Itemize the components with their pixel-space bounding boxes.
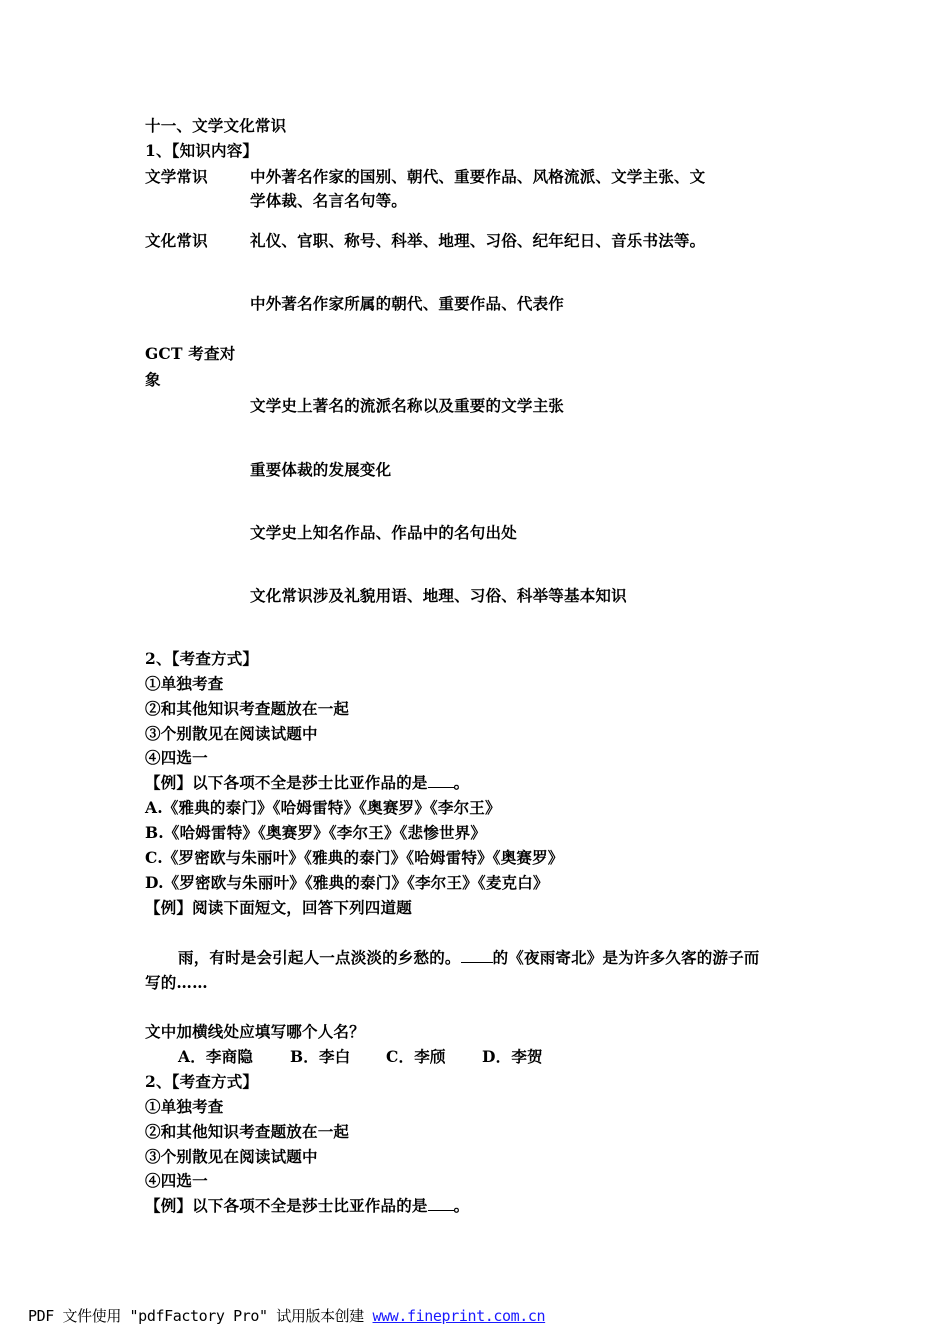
option-c: C.《罗密欧与朱丽叶》《雅典的泰门》《哈姆雷特》《奥赛罗》 bbox=[145, 848, 564, 867]
method-item: ③个别散见在阅读试题中 bbox=[145, 724, 318, 743]
literature-label: 文学常识 bbox=[145, 167, 208, 186]
passage-text-cont: 的《夜雨寄北》是为许多久客的游子而 bbox=[492, 948, 760, 967]
literature-text-line1: 中外著名作家的国别、朝代、重要作品、风格流派、文学主张、文 bbox=[250, 167, 706, 186]
reading-question: 文中加横线处应填写哪个人名？ bbox=[145, 1022, 365, 1041]
example-question-end: 。 bbox=[453, 1196, 470, 1215]
gct-item: 文学史上知名作品、作品中的名句出处 bbox=[250, 523, 517, 542]
method-item: ①单独考查 bbox=[145, 1097, 224, 1116]
passage-line2: 写的…… bbox=[145, 973, 208, 992]
pdf-footer bbox=[28, 1305, 545, 1326]
example-question-end: 。 bbox=[453, 773, 470, 792]
footer-text: PDF 文件使用 "pdfFactory Pro" 试用版本创建 bbox=[28, 1307, 373, 1325]
gct-label-line2: 象 bbox=[145, 370, 161, 389]
example-question-text: 【例】以下各项不全是莎士比亚作品的是 bbox=[145, 1196, 428, 1215]
method-item: ③个别散见在阅读试题中 bbox=[145, 1147, 318, 1166]
answer-c: C．李颀 bbox=[386, 1047, 446, 1066]
answer-a: A．李商隐 bbox=[178, 1047, 254, 1066]
example-reading: 【例】阅读下面短文，回答下列四道题 bbox=[145, 898, 412, 917]
culture-label: 文化常识 bbox=[145, 231, 208, 250]
gct-item: 文化常识涉及礼貌用语、地理、习俗、科举等基本知识 bbox=[250, 586, 627, 605]
passage-line1 bbox=[178, 948, 760, 968]
gct-label-line1: GCT 考查对 bbox=[145, 344, 236, 363]
example-question-text: 【例】以下各项不全是莎士比亚作品的是 bbox=[145, 773, 428, 792]
method-item: ④四选一 bbox=[145, 1171, 208, 1190]
culture-text: 礼仪、官职、称号、科举、地理、习俗、纪年纪日、音乐书法等。 bbox=[250, 231, 706, 250]
answer-blank bbox=[428, 773, 454, 788]
passage-blank bbox=[461, 948, 493, 963]
method-item: ②和其他知识考查题放在一起 bbox=[145, 1122, 350, 1141]
passage-text: 雨，有时是会引起人一点淡淡的乡愁的。 bbox=[178, 948, 461, 967]
method-item: ④四选一 bbox=[145, 748, 208, 767]
knowledge-heading: 1、【知识内容】 bbox=[145, 141, 259, 160]
answer-d: D．李贺 bbox=[482, 1047, 543, 1066]
option-d: D.《罗密欧与朱丽叶》《雅典的泰门》《李尔王》《麦克白》 bbox=[145, 873, 549, 892]
example-question-repeat bbox=[145, 1196, 469, 1216]
example-question bbox=[145, 773, 469, 793]
method-item: ②和其他知识考查题放在一起 bbox=[145, 699, 350, 718]
option-a: A.《雅典的泰门》《哈姆雷特》《奥赛罗》《李尔王》 bbox=[145, 798, 501, 817]
literature-text-line2: 学体裁、名言名句等。 bbox=[250, 191, 408, 210]
option-b: B.《哈姆雷特》《奥赛罗》《李尔王》《悲惨世界》 bbox=[145, 823, 487, 842]
gct-item: 重要体裁的发展变化 bbox=[250, 460, 392, 479]
answer-b: B．李白 bbox=[290, 1047, 351, 1066]
section-title: 十一、文学文化常识 bbox=[145, 116, 287, 135]
gct-item: 中外著名作家所属的朝代、重要作品、代表作 bbox=[250, 294, 565, 313]
answer-blank bbox=[428, 1196, 454, 1211]
method-heading: 2、【考查方式】 bbox=[145, 649, 259, 668]
method-item: ①单独考查 bbox=[145, 674, 224, 693]
footer-link[interactable]: www.fineprint.com.cn bbox=[372, 1307, 546, 1325]
gct-item: 文学史上著名的流派名称以及重要的文学主张 bbox=[250, 396, 565, 415]
method-heading-repeat: 2、【考查方式】 bbox=[145, 1072, 259, 1091]
